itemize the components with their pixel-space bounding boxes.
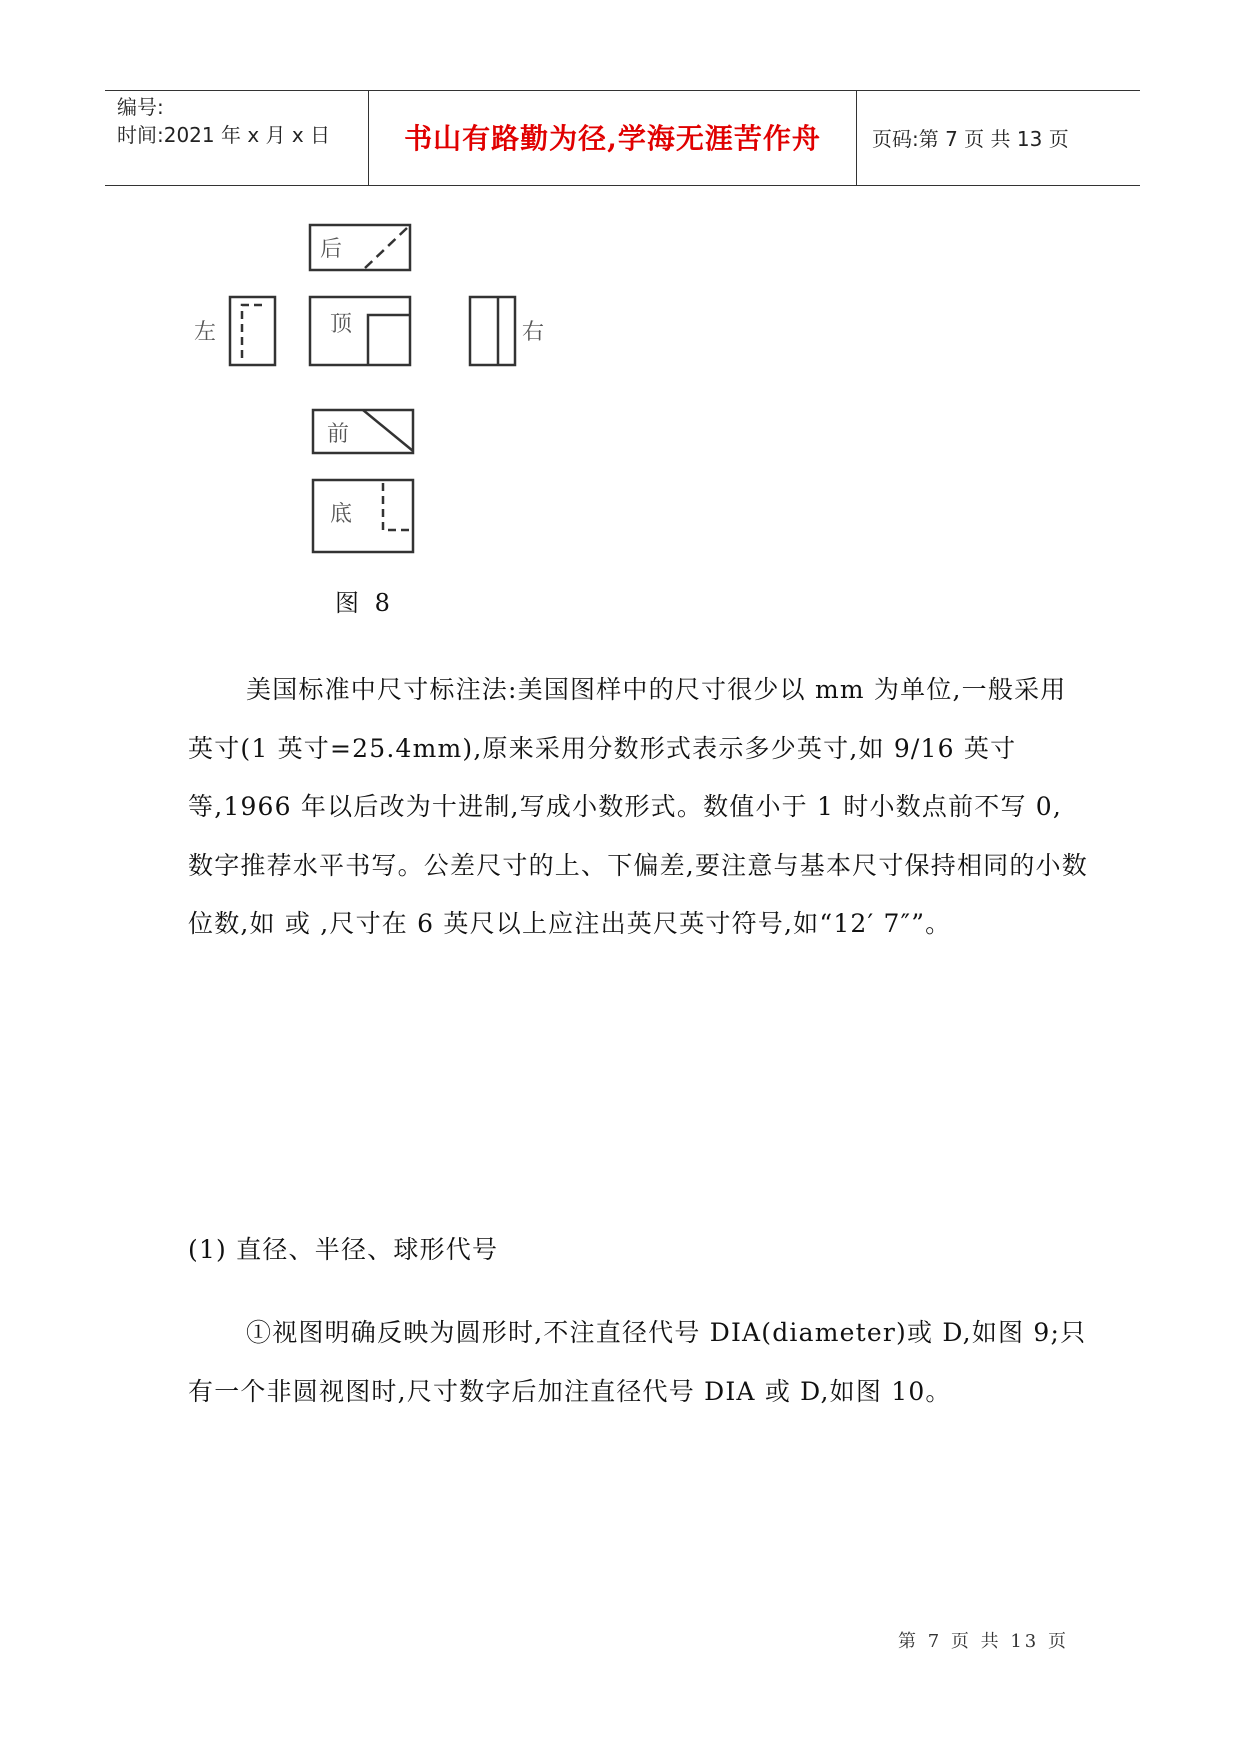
section-heading: (1) 直径、半径、球形代号 <box>188 1235 499 1264</box>
paragraph-us-dimension-standard <box>188 661 1088 954</box>
header-time-label: 时间:2021 年 x 月 x 日 <box>117 123 331 147</box>
label-top: 顶 <box>330 312 353 337</box>
label-back: 后 <box>320 237 343 262</box>
right-view <box>470 297 515 365</box>
header-meta <box>117 93 330 149</box>
paragraph-text: 美国标准中尺寸标注法:美国图样中的尺寸很少以 mm 为单位,一般采用英寸(1 英寸=25.4mm),原来采用分数形式表示多少英寸,如 9/16 英寸等,1966 年以后改为十进制,写成小数形式。数值小于 1 时小数点前不写 0,数字推荐水平书写。公差尺寸的上、下偏差,要注意与基本尺寸保持相同的小数位数,如 或 ,尺寸在 6 英尺以上应注出英尺英寸符号,如“12′ 7″”。 <box>188 675 1088 939</box>
paragraph-diameter-symbol <box>188 1304 1088 1421</box>
figure-8-views-diagram <box>180 215 580 565</box>
label-left: 左 <box>194 320 217 345</box>
paragraph-text: ①视图明确反映为圆形时,不注直径代号 DIA(diameter)或 D,如图 9;只有一个非圆视图时,尺寸数字后加注直径代号 DIA 或 D,如图 10。 <box>188 1318 1087 1406</box>
top-view <box>310 297 410 365</box>
page-footer: 第 7 页 共 13 页 <box>898 1631 1069 1652</box>
bottom-view <box>313 480 413 552</box>
left-view <box>230 297 275 365</box>
label-right: 右 <box>522 320 545 345</box>
header-code-label: 编号: <box>117 95 164 119</box>
page-header <box>105 90 1140 186</box>
header-motto: 书山有路勤为径,学海无涯苦作舟 <box>404 122 821 155</box>
figure-caption: 图 8 <box>335 589 394 617</box>
label-bottom: 底 <box>330 502 353 527</box>
header-divider <box>856 91 857 185</box>
label-front: 前 <box>327 422 350 447</box>
header-page-info: 页码:第 7 页 共 13 页 <box>872 127 1069 151</box>
